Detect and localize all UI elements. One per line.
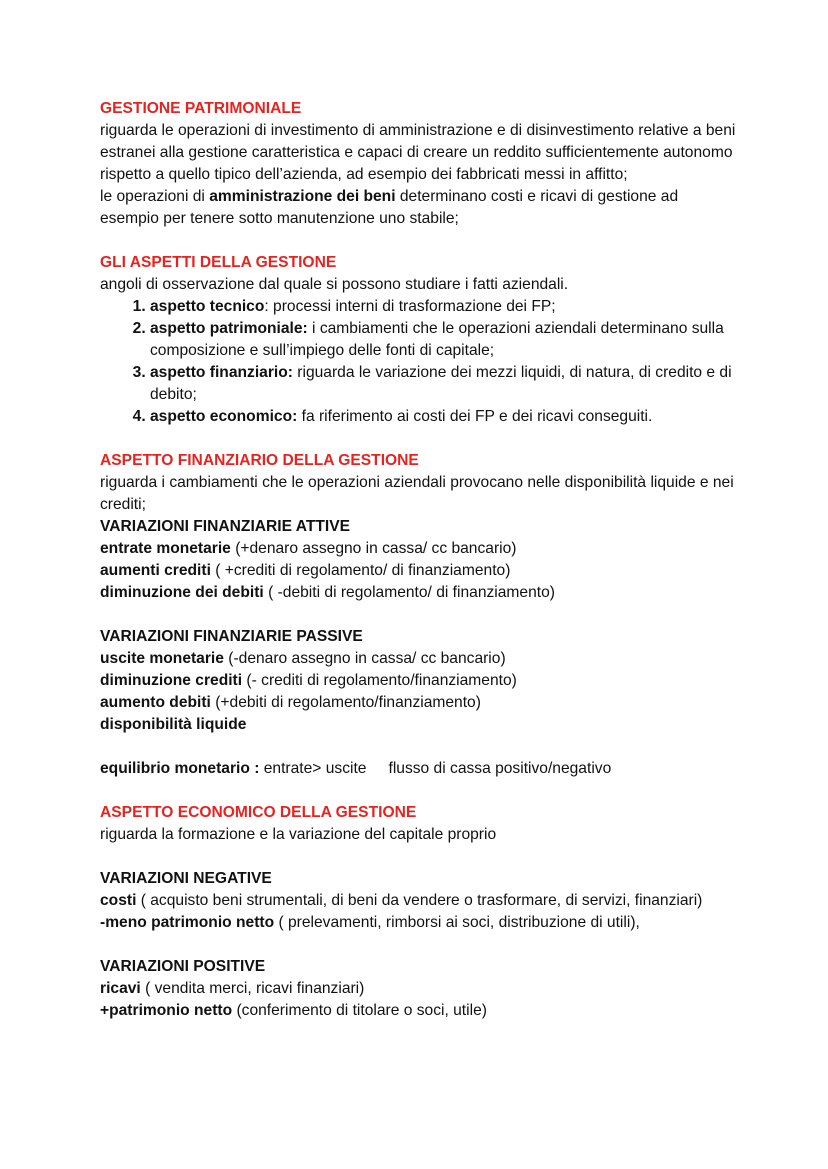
paragraph: le operazioni di amministrazione dei beni determinano costi e ricavi di gestione ad esempio per tenere sotto manutenzione uno stabile; — [100, 188, 679, 227]
line-item: aumenti crediti ( +crediti di regolamento/ di finanziamento) — [100, 562, 511, 579]
heading-gestione-patrimoniale: GESTIONE PATRIMONIALE — [100, 100, 302, 117]
heading-aspetti-gestione: GLI ASPETTI DELLA GESTIONE — [100, 254, 337, 271]
subheading-variazioni-positive: VARIAZIONI POSITIVE — [100, 958, 266, 975]
paragraph: riguarda i cambiamenti che le operazioni aziendali provocano nelle disponibilità liquide e nei crediti; — [100, 474, 734, 513]
line-item: uscite monetarie (-denaro assegno in cassa/ cc bancario) — [100, 650, 506, 667]
list-item: 1. aspetto tecnico: processi interni di trasformazione dei FP; — [150, 296, 740, 318]
line-item: +patrimonio netto (conferimento di titolare o soci, utile) — [100, 1002, 487, 1019]
line-item: diminuzione dei debiti ( -debiti di regolamento/ di finanziamento) — [100, 584, 555, 601]
heading-aspetto-finanziario: ASPETTO FINANZIARIO DELLA GESTIONE — [100, 452, 419, 469]
paragraph: angoli di osservazione dal quale si possono studiare i fatti aziendali. — [100, 276, 569, 293]
list-item: 4. aspetto economico: fa riferimento ai costi dei FP e dei ricavi conseguiti. — [150, 406, 740, 428]
line-item: costi ( acquisto beni strumentali, di beni da vendere o trasformare, di servizi, finanziari) — [100, 892, 703, 909]
subheading-variazioni-passive: VARIAZIONI FINANZIARIE PASSIVE — [100, 628, 363, 645]
line-item: aumento debiti (+debiti di regolamento/finanziamento) — [100, 694, 481, 711]
subheading-variazioni-attive: VARIAZIONI FINANZIARIE ATTIVE — [100, 518, 351, 535]
aspects-list — [100, 296, 740, 428]
line-item: diminuzione crediti (- crediti di regolamento/finanziamento) — [100, 672, 517, 689]
line-item: disponibilità liquide — [100, 716, 247, 733]
subheading-variazioni-negative: VARIAZIONI NEGATIVE — [100, 870, 272, 887]
paragraph: riguarda le operazioni di investimento di amministrazione e di disinvestimento relative a beni estranei alla gestione caratteristica e capaci di creare un reddito sufficientemente autonomo rispetto a quello tipico dell’azienda, ad esempio dei fabbricati messi in affitto; — [100, 122, 736, 183]
equilibrio-line: equilibrio monetario : entrate> uscite flusso di cassa positivo/negativo — [100, 760, 612, 777]
list-item: 3. aspetto finanziario: riguarda le variazione dei mezzi liquidi, di natura, di credito e di debito; — [150, 362, 740, 406]
line-item: entrate monetarie (+denaro assegno in cassa/ cc bancario) — [100, 540, 517, 557]
list-item: 2. aspetto patrimoniale: i cambiamenti che le operazioni aziendali determinano sulla composizione e sull’impiego delle fonti di capitale; — [150, 318, 740, 362]
line-item: ricavi ( vendita merci, ricavi finanziari) — [100, 980, 365, 997]
line-item: -meno patrimonio netto ( prelevamenti, rimborsi ai soci, distribuzione di utili), — [100, 914, 640, 931]
document-page — [100, 98, 740, 1022]
heading-aspetto-economico: ASPETTO ECONOMICO DELLA GESTIONE — [100, 804, 417, 821]
paragraph: riguarda la formazione e la variazione del capitale proprio — [100, 826, 497, 843]
